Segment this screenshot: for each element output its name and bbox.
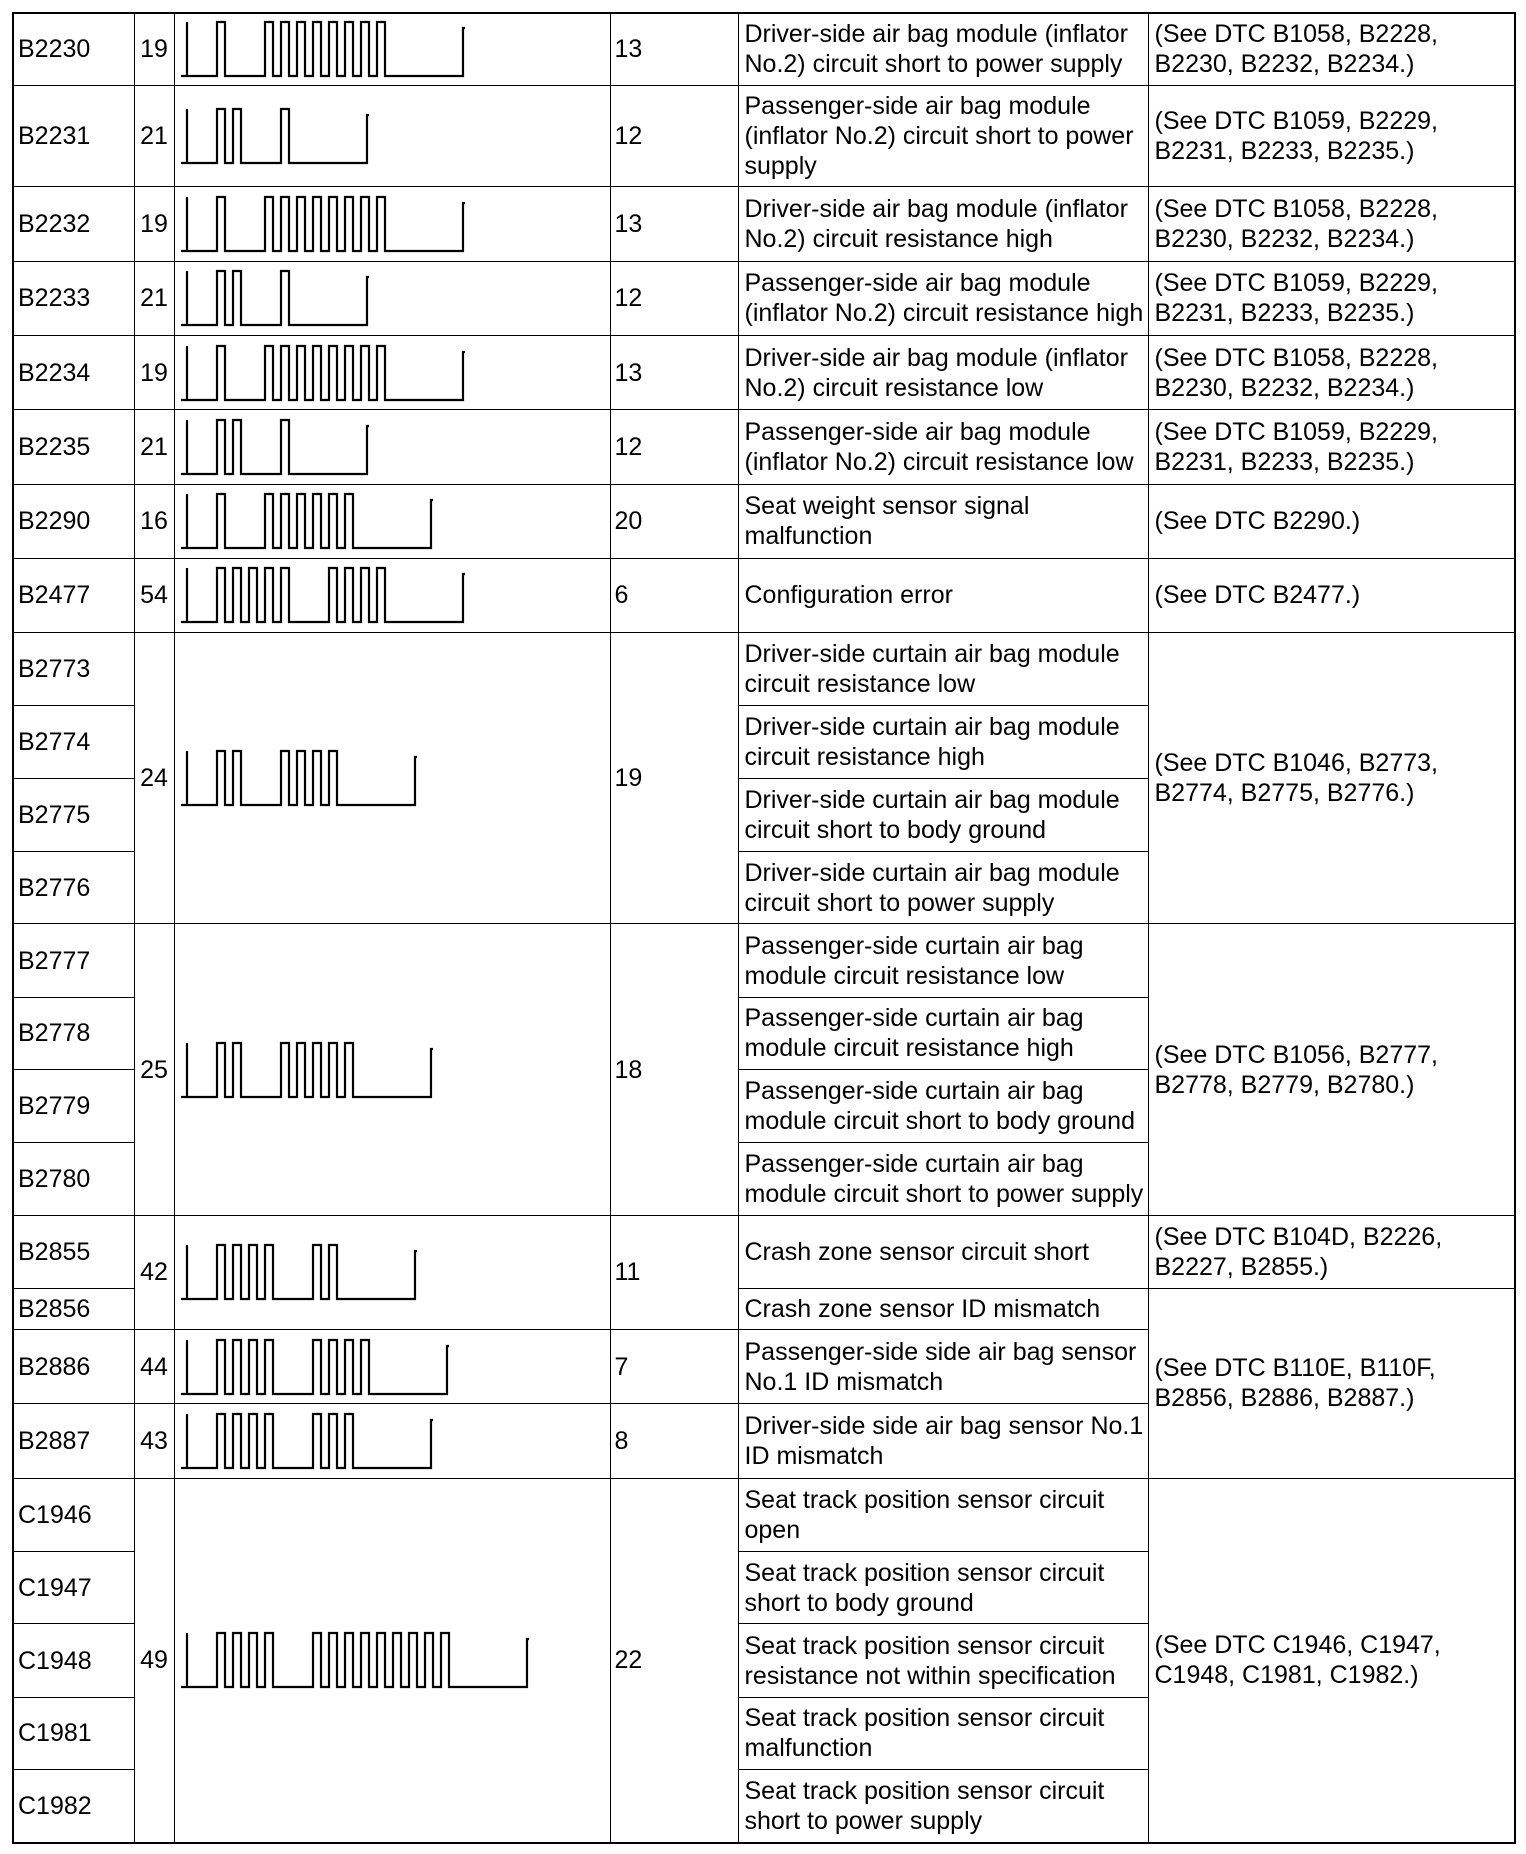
blink-pattern-waveform [174,633,610,924]
pulse-train-line [181,197,465,251]
table-row [13,13,1515,85]
pulse-chart [175,105,611,167]
frequency-value: 6 [610,558,738,632]
dtc-code: C1981 [13,1697,134,1769]
blink-pattern-waveform [174,1404,610,1478]
pulse-train-line [181,22,465,76]
blink-pattern-waveform [174,1478,610,1843]
pulse-train-line [181,1340,449,1394]
blink-count: 21 [134,410,174,484]
pulse-chart [175,1241,611,1303]
dtc-description: Driver-side curtain air bag module circuit resistance high [738,706,1148,778]
table-row [13,85,1515,186]
pulse-chart [175,490,611,552]
reference-text: (See DTC B1056, B2777, B2778, B2779, B2780.) [1148,924,1515,1215]
pulse-train-line [181,1633,529,1687]
reference-text: (See DTC B2290.) [1148,484,1515,558]
table-row [13,261,1515,335]
dtc-code: B2290 [13,484,134,558]
reference-text: (See DTC B1046, B2773, B2774, B2775, B2776.) [1148,633,1515,924]
pulse-train-line [181,420,369,474]
dtc-description: Passenger-side air bag module (inflator No.2) circuit resistance low [738,410,1148,484]
blink-count: 54 [134,558,174,632]
reference-text: (See DTC B1059, B2229, B2231, B2233, B2235.) [1148,410,1515,484]
pulse-train-line [181,568,465,622]
dtc-description: Passenger-side air bag module (inflator No.2) circuit short to power supply [738,85,1148,186]
pulse-train-line [181,1414,433,1468]
dtc-code: C1946 [13,1478,134,1551]
pulse-chart [175,267,611,329]
reference-text: (See DTC B1059, B2229, B2231, B2233, B2235.) [1148,261,1515,335]
pulse-train-line [181,494,433,548]
blink-pattern-waveform [174,558,610,632]
dtc-description: Seat track position sensor circuit resistance not within specification [738,1624,1148,1697]
dtc-code: C1947 [13,1552,134,1624]
frequency-value: 19 [610,633,738,924]
table-row [13,558,1515,632]
blink-pattern-waveform [174,85,610,186]
pulse-train-line [181,1043,433,1097]
dtc-code: C1982 [13,1769,134,1843]
pulse-train-line [181,109,369,163]
dtc-code: C1948 [13,1624,134,1697]
frequency-value: 18 [610,924,738,1215]
frequency-value: 20 [610,484,738,558]
dtc-description: Crash zone sensor ID mismatch [738,1288,1148,1329]
blink-pattern-waveform [174,484,610,558]
reference-text: (See DTC C1946, C1947, C1948, C1981, C1982.) [1148,1478,1515,1843]
dtc-description: Driver-side air bag module (inflator No.2) circuit resistance low [738,335,1148,409]
dtc-code: B2233 [13,261,134,335]
blink-count: 19 [134,13,174,85]
dtc-code: B2886 [13,1330,134,1404]
dtc-description: Passenger-side curtain air bag module circuit resistance high [738,997,1148,1069]
pulse-chart [175,1410,611,1472]
pulse-train-line [181,751,417,805]
dtc-code: B2232 [13,187,134,261]
blink-pattern-waveform [174,187,610,261]
blink-count: 42 [134,1215,174,1329]
dtc-description: Passenger-side curtain air bag module circuit short to body ground [738,1070,1148,1143]
table-row [13,335,1515,409]
dtc-description: Driver-side side air bag sensor No.1 ID mismatch [738,1404,1148,1478]
pulse-chart [175,193,611,255]
dtc-description: Seat track position sensor circuit short to power supply [738,1769,1148,1843]
blink-count: 19 [134,187,174,261]
dtc-description: Passenger-side side air bag sensor No.1 ID mismatch [738,1330,1148,1404]
table-row [13,924,1515,997]
dtc-code: B2779 [13,1070,134,1143]
blink-count: 21 [134,261,174,335]
dtc-code: B2887 [13,1404,134,1478]
pulse-chart [175,564,611,626]
frequency-value: 12 [610,410,738,484]
dtc-code: B2235 [13,410,134,484]
frequency-value: 11 [610,1215,738,1329]
blink-count: 21 [134,85,174,186]
dtc-code: B2778 [13,997,134,1069]
dtc-description: Seat track position sensor circuit open [738,1478,1148,1551]
pulse-chart [175,1039,611,1101]
blink-count: 19 [134,335,174,409]
table-row [13,633,1515,706]
blink-pattern-waveform [174,1330,610,1404]
blink-pattern-waveform [174,924,610,1215]
table-row [13,484,1515,558]
dtc-description: Driver-side curtain air bag module circuit short to power supply [738,852,1148,924]
dtc-description: Seat track position sensor circuit short to body ground [738,1552,1148,1624]
dtc-description: Driver-side air bag module (inflator No.2) circuit short to power supply [738,13,1148,85]
blink-pattern-waveform [174,410,610,484]
table-row [13,1478,1515,1551]
dtc-code: B2773 [13,633,134,706]
dtc-code: B2234 [13,335,134,409]
blink-pattern-waveform [174,13,610,85]
dtc-code: B2777 [13,924,134,997]
reference-text: (See DTC B1058, B2228, B2230, B2232, B2234.) [1148,13,1515,85]
dtc-code: B2775 [13,778,134,851]
dtc-description: Seat track position sensor circuit malfunction [738,1697,1148,1769]
blink-pattern-waveform [174,261,610,335]
blink-count: 25 [134,924,174,1215]
frequency-value: 8 [610,1404,738,1478]
dtc-code: B2231 [13,85,134,186]
dtc-code: B2855 [13,1215,134,1288]
pulse-train-line [181,1245,417,1299]
pulse-chart [175,342,611,404]
frequency-value: 12 [610,261,738,335]
frequency-value: 13 [610,335,738,409]
pulse-chart [175,416,611,478]
pulse-chart [175,1336,611,1398]
reference-text: (See DTC B110E, B110F, B2856, B2886, B2887.) [1148,1288,1515,1478]
dtc-code: B2230 [13,13,134,85]
blink-pattern-waveform [174,335,610,409]
blink-count: 16 [134,484,174,558]
blink-count: 24 [134,633,174,924]
dtc-description: Crash zone sensor circuit short [738,1215,1148,1288]
table-row [13,187,1515,261]
frequency-value: 22 [610,1478,738,1843]
dtc-description: Configuration error [738,558,1148,632]
dtc-description: Driver-side curtain air bag module circuit resistance low [738,633,1148,706]
reference-text: (See DTC B104D, B2226, B2227, B2855.) [1148,1215,1515,1288]
dtc-code: B2477 [13,558,134,632]
dtc-description: Passenger-side curtain air bag module circuit short to power supply [738,1143,1148,1215]
dtc-code: B2776 [13,852,134,924]
pulse-train-line [181,346,465,400]
table-row [13,1215,1515,1288]
dtc-description: Passenger-side curtain air bag module circuit resistance low [738,924,1148,997]
pulse-chart [175,747,611,809]
reference-text: (See DTC B1058, B2228, B2230, B2232, B2234.) [1148,187,1515,261]
dtc-code: B2774 [13,706,134,778]
dtc-description: Passenger-side air bag module (inflator No.2) circuit resistance high [738,261,1148,335]
pulse-chart [175,1629,611,1691]
dtc-code: B2856 [13,1288,134,1329]
reference-text: (See DTC B2477.) [1148,558,1515,632]
blink-pattern-waveform [174,1215,610,1329]
pulse-train-line [181,271,369,325]
dtc-code: B2780 [13,1143,134,1215]
dtc-description: Driver-side air bag module (inflator No.2) circuit resistance high [738,187,1148,261]
table-row [13,410,1515,484]
frequency-value: 13 [610,187,738,261]
reference-text: (See DTC B1059, B2229, B2231, B2233, B2235.) [1148,85,1515,186]
blink-count: 44 [134,1330,174,1404]
frequency-value: 7 [610,1330,738,1404]
dtc-table [12,12,1516,1844]
reference-text: (See DTC B1058, B2228, B2230, B2232, B2234.) [1148,335,1515,409]
blink-count: 43 [134,1404,174,1478]
frequency-value: 12 [610,85,738,186]
dtc-description: Seat weight sensor signal malfunction [738,484,1148,558]
pulse-chart [175,18,611,80]
frequency-value: 13 [610,13,738,85]
blink-count: 49 [134,1478,174,1843]
dtc-description: Driver-side curtain air bag module circuit short to body ground [738,778,1148,851]
